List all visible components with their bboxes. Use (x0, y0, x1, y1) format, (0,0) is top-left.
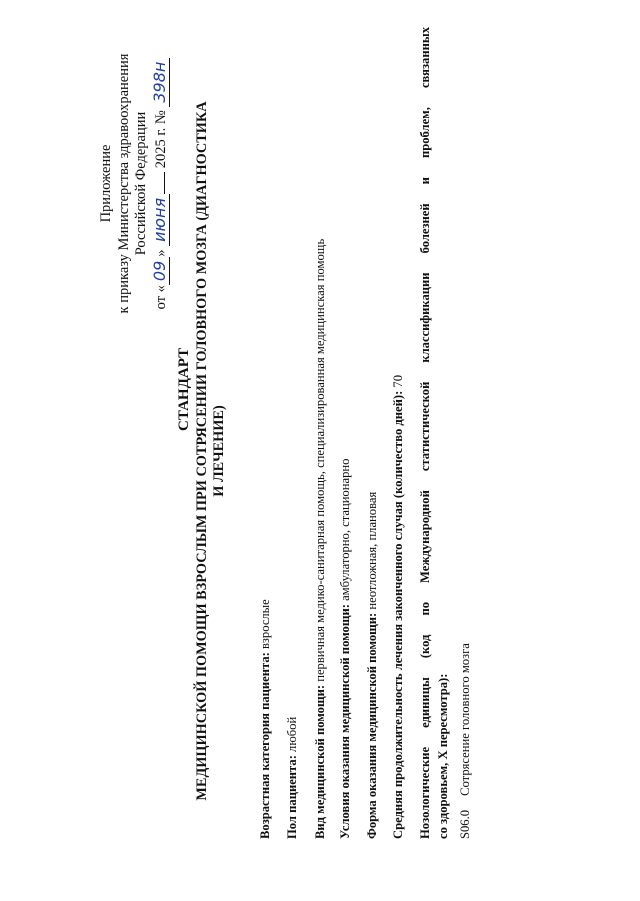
field-conditions-label: Условия оказания медицинской помощи: (338, 604, 352, 839)
date-mid: » (152, 249, 169, 257)
field-sex-value: любой (285, 716, 299, 752)
field-age-label: Возрастная категория пациента: (258, 652, 272, 839)
handwritten-order-number: 398н (150, 58, 170, 107)
diagnosis-row (458, 643, 473, 839)
appendix-title: Приложение (98, 144, 114, 223)
field-age-value: взрослые (258, 599, 272, 650)
field-sex-label: Пол пациента: (285, 755, 299, 839)
field-duration-value: 70 (391, 374, 405, 388)
standard-title-line2: И ЛЕЧЕНИЕ) (211, 405, 227, 497)
handwritten-day: 09 (150, 257, 170, 285)
field-care-type-label: Вид медицинской помощи: (313, 684, 327, 839)
field-conditions (338, 459, 353, 839)
field-nosology-line2: со здоровьем, X пересмотра): (436, 673, 450, 839)
field-care-type-value: первичная медико-санитарная помощь, специализированная медицинская помощь (313, 238, 327, 682)
date-underline (164, 172, 165, 194)
date-prefix: от « (152, 285, 169, 310)
field-nosology-line1: Нозологические единицы (код по Международной статистической классификации болезней и проблем, связанных (418, 27, 432, 839)
appendix-block (98, 31, 170, 336)
appendix-order-line: к приказу Министерства здравоохранения (115, 53, 132, 314)
field-sex (285, 717, 300, 839)
standard-title (194, 71, 228, 831)
handwritten-month: июня (150, 194, 170, 246)
field-care-type (313, 239, 328, 839)
diagnosis-code: S06.0 (458, 809, 472, 839)
field-form-value: неотложная, плановая (365, 491, 379, 610)
standard-label: СТАНДАРТ (176, 347, 192, 431)
diagnosis-name: Сотрясение головного мозга (458, 643, 472, 796)
standard-title-line1: МЕДИЦИНСКОЙ ПОМОЩИ ВЗРОСЛЫМ ПРИ СОТРЯСЕНИИ ГОЛОВНОГО МОЗГА (ДИАГНОСТИКА (194, 101, 210, 801)
field-duration (391, 375, 406, 839)
field-form-label: Форма оказания медицинской помощи: (365, 612, 379, 839)
field-age (258, 599, 273, 839)
date-year: 2025 г. № (152, 110, 169, 169)
field-form (365, 492, 380, 839)
field-duration-label: Средняя продолжительность лечения законченного случая (количество дней): (391, 390, 405, 839)
field-conditions-value: амбулаторно, стационарно (338, 458, 352, 601)
appendix-federation-line: Российской Федерации (133, 111, 149, 256)
appendix-date-line (151, 31, 171, 336)
